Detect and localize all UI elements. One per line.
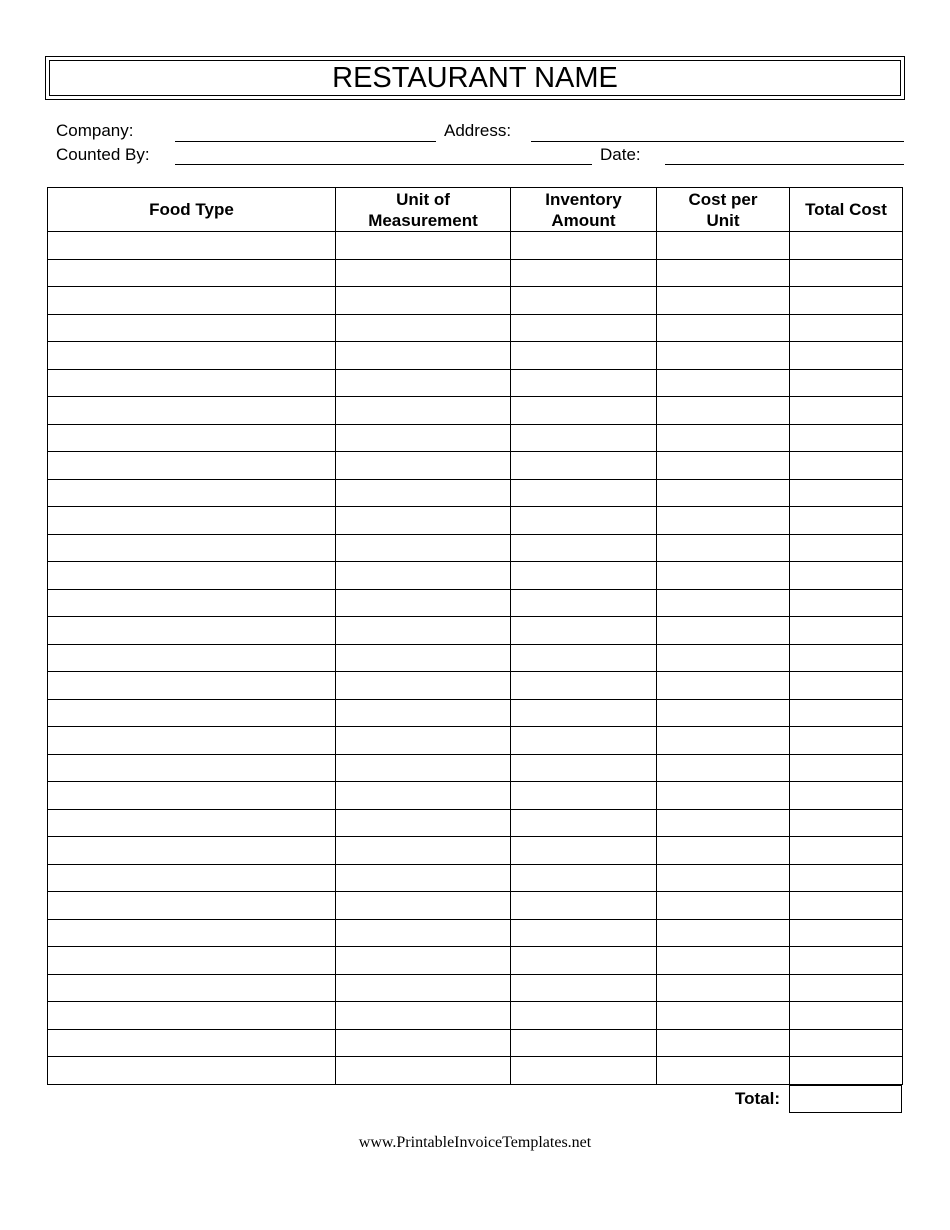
total-field[interactable] xyxy=(789,1085,902,1113)
amount-cell[interactable] xyxy=(511,754,657,782)
total-cost-cell[interactable] xyxy=(790,589,903,617)
amount-cell[interactable] xyxy=(511,589,657,617)
food-type-cell[interactable] xyxy=(48,452,336,480)
food-type-cell[interactable] xyxy=(48,259,336,287)
cost-per-unit-cell[interactable] xyxy=(657,424,790,452)
food-type-cell[interactable] xyxy=(48,864,336,892)
cost-per-unit-cell[interactable] xyxy=(657,919,790,947)
table-row xyxy=(48,1002,903,1030)
cost-per-unit-cell[interactable] xyxy=(657,452,790,480)
unit-cell[interactable] xyxy=(336,919,511,947)
food-type-cell[interactable] xyxy=(48,287,336,315)
food-type-cell[interactable] xyxy=(48,562,336,590)
food-type-cell[interactable] xyxy=(48,754,336,782)
amount-cell[interactable] xyxy=(511,974,657,1002)
food-type-cell[interactable] xyxy=(48,1002,336,1030)
unit-cell[interactable] xyxy=(336,672,511,700)
total-cost-cell[interactable] xyxy=(790,342,903,370)
total-cost-cell[interactable] xyxy=(790,232,903,260)
total-cost-cell[interactable] xyxy=(790,919,903,947)
cost-per-unit-cell[interactable] xyxy=(657,974,790,1002)
total-cost-cell[interactable] xyxy=(790,562,903,590)
total-cost-cell[interactable] xyxy=(790,259,903,287)
unit-cell[interactable] xyxy=(336,314,511,342)
unit-cell[interactable] xyxy=(336,452,511,480)
food-type-cell[interactable] xyxy=(48,947,336,975)
table-row xyxy=(48,974,903,1002)
unit-cell[interactable] xyxy=(336,809,511,837)
page-title: RESTAURANT NAME xyxy=(49,60,901,96)
amount-cell[interactable] xyxy=(511,452,657,480)
cost-per-unit-cell[interactable] xyxy=(657,589,790,617)
table-row xyxy=(48,644,903,672)
amount-cell[interactable] xyxy=(511,342,657,370)
table-row xyxy=(48,727,903,755)
table-row xyxy=(48,1029,903,1057)
table-row xyxy=(48,672,903,700)
unit-cell[interactable] xyxy=(336,1002,511,1030)
inventory-table xyxy=(47,187,903,1085)
cost-per-unit-cell[interactable] xyxy=(657,1002,790,1030)
amount-cell[interactable] xyxy=(511,644,657,672)
total-cost-cell[interactable] xyxy=(790,782,903,810)
unit-cell[interactable] xyxy=(336,479,511,507)
table-row xyxy=(48,342,903,370)
cost-per-unit-cell[interactable] xyxy=(657,397,790,425)
amount-cell[interactable] xyxy=(511,809,657,837)
unit-cell[interactable] xyxy=(336,864,511,892)
unit-cell[interactable] xyxy=(336,644,511,672)
cost-per-unit-cell[interactable] xyxy=(657,562,790,590)
total-cost-cell[interactable] xyxy=(790,727,903,755)
unit-cell[interactable] xyxy=(336,287,511,315)
table-row xyxy=(48,562,903,590)
unit-cell[interactable] xyxy=(336,974,511,1002)
table-row xyxy=(48,287,903,315)
table-row xyxy=(48,1057,903,1085)
food-type-cell[interactable] xyxy=(48,232,336,260)
cost-per-unit-cell[interactable] xyxy=(657,672,790,700)
total-cost-cell[interactable] xyxy=(790,1057,903,1085)
cost-per-unit-cell[interactable] xyxy=(657,947,790,975)
unit-cell[interactable] xyxy=(336,754,511,782)
table-row xyxy=(48,452,903,480)
cost-per-unit-cell[interactable] xyxy=(657,369,790,397)
table-row xyxy=(48,314,903,342)
table-row xyxy=(48,892,903,920)
date-label: Date: xyxy=(600,145,641,164)
table-row xyxy=(48,589,903,617)
total-cost-cell[interactable] xyxy=(790,397,903,425)
total-cost-cell[interactable] xyxy=(790,974,903,1002)
amount-cell[interactable] xyxy=(511,479,657,507)
unit-cell[interactable] xyxy=(336,892,511,920)
table-header-row xyxy=(48,188,903,232)
table-body xyxy=(48,232,903,1085)
cost-per-unit-cell[interactable] xyxy=(657,534,790,562)
cost-per-unit-cell[interactable] xyxy=(657,644,790,672)
table-row xyxy=(48,809,903,837)
amount-cell[interactable] xyxy=(511,1057,657,1085)
header-cost-per-unit: Cost per Unit xyxy=(657,188,790,232)
food-type-cell[interactable] xyxy=(48,1057,336,1085)
food-type-cell[interactable] xyxy=(48,397,336,425)
total-cost-cell[interactable] xyxy=(790,754,903,782)
unit-cell[interactable] xyxy=(336,837,511,865)
amount-cell[interactable] xyxy=(511,507,657,535)
company-label: Company: xyxy=(56,121,134,140)
counted-by-field[interactable] xyxy=(175,164,592,165)
amount-cell[interactable] xyxy=(511,397,657,425)
total-cost-cell[interactable] xyxy=(790,287,903,315)
amount-cell[interactable] xyxy=(511,947,657,975)
amount-cell[interactable] xyxy=(511,534,657,562)
header-unit-of-measurement: Unit of Measurement xyxy=(336,188,511,232)
address-label: Address: xyxy=(444,121,512,140)
amount-cell[interactable] xyxy=(511,699,657,727)
table-row xyxy=(48,369,903,397)
table-row xyxy=(48,232,903,260)
cost-per-unit-cell[interactable] xyxy=(657,727,790,755)
total-cost-cell[interactable] xyxy=(790,809,903,837)
total-cost-cell[interactable] xyxy=(790,424,903,452)
table-row xyxy=(48,919,903,947)
amount-cell[interactable] xyxy=(511,892,657,920)
unit-cell[interactable] xyxy=(336,369,511,397)
food-type-cell[interactable] xyxy=(48,424,336,452)
food-type-cell[interactable] xyxy=(48,782,336,810)
total-cost-cell[interactable] xyxy=(790,864,903,892)
table-row xyxy=(48,837,903,865)
food-type-cell[interactable] xyxy=(48,589,336,617)
cost-per-unit-cell[interactable] xyxy=(657,479,790,507)
food-type-cell[interactable] xyxy=(48,617,336,645)
amount-cell[interactable] xyxy=(511,259,657,287)
cost-per-unit-cell[interactable] xyxy=(657,314,790,342)
food-type-cell[interactable] xyxy=(48,1029,336,1057)
total-cost-cell[interactable] xyxy=(790,947,903,975)
cost-per-unit-cell[interactable] xyxy=(657,1029,790,1057)
cost-per-unit-cell[interactable] xyxy=(657,507,790,535)
cost-per-unit-cell[interactable] xyxy=(657,342,790,370)
food-type-cell[interactable] xyxy=(48,699,336,727)
unit-cell[interactable] xyxy=(336,342,511,370)
food-type-cell[interactable] xyxy=(48,369,336,397)
unit-cell[interactable] xyxy=(336,1057,511,1085)
table-row xyxy=(48,259,903,287)
cost-per-unit-cell[interactable] xyxy=(657,837,790,865)
cost-per-unit-cell[interactable] xyxy=(657,617,790,645)
food-type-cell[interactable] xyxy=(48,672,336,700)
food-type-cell[interactable] xyxy=(48,507,336,535)
amount-cell[interactable] xyxy=(511,1029,657,1057)
total-cost-cell[interactable] xyxy=(790,507,903,535)
cost-per-unit-cell[interactable] xyxy=(657,754,790,782)
food-type-cell[interactable] xyxy=(48,479,336,507)
food-type-cell[interactable] xyxy=(48,837,336,865)
amount-cell[interactable] xyxy=(511,617,657,645)
total-cost-cell[interactable] xyxy=(790,479,903,507)
food-type-cell[interactable] xyxy=(48,809,336,837)
food-type-cell[interactable] xyxy=(48,314,336,342)
cost-per-unit-cell[interactable] xyxy=(657,782,790,810)
header-total-cost: Total Cost xyxy=(790,188,903,232)
total-cost-cell[interactable] xyxy=(790,452,903,480)
total-cost-cell[interactable] xyxy=(790,672,903,700)
cost-per-unit-cell[interactable] xyxy=(657,809,790,837)
unit-cell[interactable] xyxy=(336,947,511,975)
total-label: Total: xyxy=(734,1089,780,1108)
unit-cell[interactable] xyxy=(336,782,511,810)
total-cost-cell[interactable] xyxy=(790,1029,903,1057)
total-cost-cell[interactable] xyxy=(790,534,903,562)
cost-per-unit-cell[interactable] xyxy=(657,287,790,315)
cost-per-unit-cell[interactable] xyxy=(657,892,790,920)
amount-cell[interactable] xyxy=(511,232,657,260)
unit-cell[interactable] xyxy=(336,617,511,645)
table-row xyxy=(48,534,903,562)
unit-cell[interactable] xyxy=(336,259,511,287)
food-type-cell[interactable] xyxy=(48,727,336,755)
unit-cell[interactable] xyxy=(336,699,511,727)
counted-by-label: Counted By: xyxy=(56,145,150,164)
cost-per-unit-cell[interactable] xyxy=(657,864,790,892)
amount-cell[interactable] xyxy=(511,672,657,700)
unit-cell[interactable] xyxy=(336,397,511,425)
food-type-cell[interactable] xyxy=(48,974,336,1002)
amount-cell[interactable] xyxy=(511,562,657,590)
food-type-cell[interactable] xyxy=(48,644,336,672)
header-food-type: Food Type xyxy=(48,188,336,232)
unit-cell[interactable] xyxy=(336,507,511,535)
unit-cell[interactable] xyxy=(336,534,511,562)
table-row xyxy=(48,617,903,645)
table-row xyxy=(48,947,903,975)
table-row xyxy=(48,864,903,892)
cost-per-unit-cell[interactable] xyxy=(657,699,790,727)
footer-url: www.PrintableInvoiceTemplates.net xyxy=(358,1134,592,1151)
food-type-cell[interactable] xyxy=(48,342,336,370)
amount-cell[interactable] xyxy=(511,837,657,865)
table-row xyxy=(48,507,903,535)
amount-cell[interactable] xyxy=(511,287,657,315)
total-cost-cell[interactable] xyxy=(790,1002,903,1030)
amount-cell[interactable] xyxy=(511,1002,657,1030)
table-row xyxy=(48,479,903,507)
total-cost-cell[interactable] xyxy=(790,892,903,920)
unit-cell[interactable] xyxy=(336,562,511,590)
amount-cell[interactable] xyxy=(511,864,657,892)
table-row xyxy=(48,397,903,425)
table-row xyxy=(48,424,903,452)
table-row xyxy=(48,699,903,727)
cost-per-unit-cell[interactable] xyxy=(657,259,790,287)
title-frame xyxy=(45,56,905,100)
table-row xyxy=(48,782,903,810)
unit-cell[interactable] xyxy=(336,424,511,452)
food-type-cell[interactable] xyxy=(48,892,336,920)
total-cost-cell[interactable] xyxy=(790,644,903,672)
total-cost-cell[interactable] xyxy=(790,617,903,645)
amount-cell[interactable] xyxy=(511,314,657,342)
date-field[interactable] xyxy=(665,164,904,165)
address-field[interactable] xyxy=(531,141,904,142)
food-type-cell[interactable] xyxy=(48,534,336,562)
unit-cell[interactable] xyxy=(336,232,511,260)
total-cost-cell[interactable] xyxy=(790,369,903,397)
total-cost-cell[interactable] xyxy=(790,314,903,342)
amount-cell[interactable] xyxy=(511,727,657,755)
unit-cell[interactable] xyxy=(336,1029,511,1057)
amount-cell[interactable] xyxy=(511,424,657,452)
cost-per-unit-cell[interactable] xyxy=(657,232,790,260)
unit-cell[interactable] xyxy=(336,589,511,617)
unit-cell[interactable] xyxy=(336,727,511,755)
cost-per-unit-cell[interactable] xyxy=(657,1057,790,1085)
food-type-cell[interactable] xyxy=(48,919,336,947)
amount-cell[interactable] xyxy=(511,782,657,810)
total-cost-cell[interactable] xyxy=(790,699,903,727)
amount-cell[interactable] xyxy=(511,369,657,397)
total-cost-cell[interactable] xyxy=(790,837,903,865)
header-inventory-amount: Inventory Amount xyxy=(511,188,657,232)
table-row xyxy=(48,754,903,782)
amount-cell[interactable] xyxy=(511,919,657,947)
company-field[interactable] xyxy=(175,141,436,142)
